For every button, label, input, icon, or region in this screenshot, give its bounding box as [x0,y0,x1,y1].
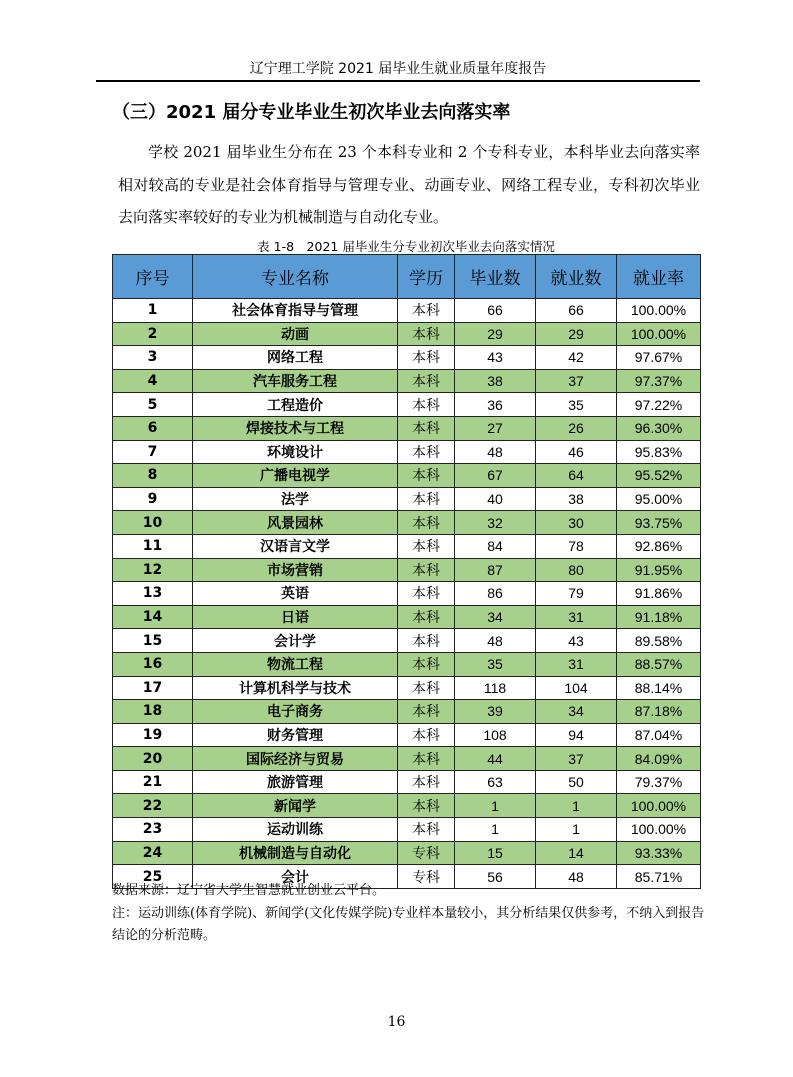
row-degree: 本科 [398,534,455,558]
row-major: 社会体育指导与管理 [193,299,398,323]
row-employed: 37 [536,747,617,771]
row-major: 计算机科学与技术 [193,676,398,700]
row-graduates: 118 [455,676,536,700]
row-serial: 10 [113,511,193,535]
table-row [113,299,701,323]
row-major: 英语 [193,582,398,606]
row-graduates: 44 [455,747,536,771]
table-row [113,629,701,653]
row-serial: 21 [113,770,193,794]
table-row [113,558,701,582]
row-serial: 14 [113,605,193,629]
source-note: 数据来源：辽宁省大学生智慧就业创业云平台。 [112,883,386,898]
row-graduates: 40 [455,487,536,511]
row-graduates: 38 [455,369,536,393]
table-row [113,841,701,865]
row-rate: 100.00% [617,794,701,818]
row-graduates: 1 [455,818,536,842]
row-employed: 37 [536,369,617,393]
row-serial: 5 [113,393,193,417]
row-employed: 43 [536,629,617,653]
row-employed: 1 [536,818,617,842]
header-rate: 就业率 [617,255,701,299]
row-serial: 8 [113,464,193,488]
footnote: 注：运动训练(体育学院)、新闻学(文化传媒学院)专业样本量较小，其分析结果仅供参考，不纳入到报告结论的分析范畴。 [112,906,705,943]
body-paragraph: 学校 2021 届毕业生分布在 23 个本科专业和 2 个专科专业，本科毕业去向落实率相对较高的专业是社会体育指导与管理专业、动画专业、网络工程专业，专科初次毕业去向落实率较好的专业为机械制造与自动化专业。 [118,143,700,226]
table-row [113,582,701,606]
row-graduates: 108 [455,723,536,747]
row-degree: 本科 [398,629,455,653]
table-row [113,605,701,629]
header-degree: 学历 [398,255,455,299]
row-major: 机械制造与自动化 [193,841,398,865]
row-employed: 42 [536,346,617,370]
row-graduates: 48 [455,629,536,653]
row-major: 新闻学 [193,794,398,818]
row-rate: 95.00% [617,487,701,511]
row-serial: 25 [113,865,193,889]
row-degree: 本科 [398,393,455,417]
row-degree: 专科 [398,841,455,865]
row-serial: 3 [113,346,193,370]
row-degree: 本科 [398,818,455,842]
row-serial: 15 [113,629,193,653]
row-rate: 93.75% [617,511,701,535]
row-degree: 本科 [398,605,455,629]
row-serial: 22 [113,794,193,818]
row-degree: 本科 [398,794,455,818]
row-rate: 95.83% [617,440,701,464]
table-caption: 表 1-8 2021 届毕业生分专业初次毕业去向落实情况 [257,239,555,254]
row-serial: 1 [113,299,193,323]
row-graduates: 63 [455,770,536,794]
row-serial: 23 [113,818,193,842]
row-degree: 本科 [398,770,455,794]
row-employed: 14 [536,841,617,865]
table-row [113,818,701,842]
row-degree: 本科 [398,487,455,511]
row-rate: 92.86% [617,534,701,558]
row-employed: 29 [536,322,617,346]
row-rate: 97.22% [617,393,701,417]
row-rate: 93.33% [617,841,701,865]
row-degree: 本科 [398,747,455,771]
row-major: 财务管理 [193,723,398,747]
row-major: 风景园林 [193,511,398,535]
table-row [113,346,701,370]
table-row [113,511,701,535]
row-serial: 11 [113,534,193,558]
row-degree: 本科 [398,676,455,700]
row-graduates: 32 [455,511,536,535]
table-row [113,723,701,747]
row-serial: 12 [113,558,193,582]
row-degree: 本科 [398,464,455,488]
row-rate: 89.58% [617,629,701,653]
row-employed: 104 [536,676,617,700]
row-major: 动画 [193,322,398,346]
row-serial: 2 [113,322,193,346]
table-row [113,487,701,511]
row-major: 日语 [193,605,398,629]
row-major: 环境设计 [193,440,398,464]
header-employed: 就业数 [536,255,617,299]
row-major: 汽车服务工程 [193,369,398,393]
major-employment-table [112,254,701,889]
table-header-row [113,255,701,299]
row-major: 网络工程 [193,346,398,370]
table-row [113,464,701,488]
row-degree: 本科 [398,299,455,323]
table-row [113,676,701,700]
row-degree: 本科 [398,652,455,676]
row-rate: 100.00% [617,322,701,346]
row-rate: 100.00% [617,299,701,323]
table-row [113,440,701,464]
row-rate: 91.18% [617,605,701,629]
row-major: 广播电视学 [193,464,398,488]
table-row [113,747,701,771]
row-major: 会计学 [193,629,398,653]
header-serial: 序号 [113,255,193,299]
row-graduates: 1 [455,794,536,818]
row-serial: 7 [113,440,193,464]
row-employed: 64 [536,464,617,488]
row-serial: 24 [113,841,193,865]
table-row [113,416,701,440]
row-graduates: 29 [455,322,536,346]
row-graduates: 27 [455,416,536,440]
row-degree: 本科 [398,700,455,724]
row-employed: 34 [536,700,617,724]
row-employed: 50 [536,770,617,794]
row-employed: 31 [536,605,617,629]
row-rate: 100.00% [617,818,701,842]
row-graduates: 43 [455,346,536,370]
row-serial: 16 [113,652,193,676]
row-employed: 78 [536,534,617,558]
row-employed: 38 [536,487,617,511]
row-graduates: 15 [455,841,536,865]
row-rate: 87.18% [617,700,701,724]
table-row [113,534,701,558]
row-graduates: 84 [455,534,536,558]
row-graduates: 35 [455,652,536,676]
row-degree: 本科 [398,511,455,535]
section-title: （三）2021 届分专业毕业生初次毕业去向落实率 [112,102,511,123]
row-graduates: 86 [455,582,536,606]
row-serial: 4 [113,369,193,393]
row-major: 法学 [193,487,398,511]
row-employed: 80 [536,558,617,582]
row-degree: 本科 [398,582,455,606]
row-employed: 26 [536,416,617,440]
row-graduates: 39 [455,700,536,724]
row-serial: 20 [113,747,193,771]
row-graduates: 56 [455,865,536,889]
row-employed: 35 [536,393,617,417]
row-rate: 91.86% [617,582,701,606]
row-major: 国际经济与贸易 [193,747,398,771]
row-major: 物流工程 [193,652,398,676]
row-major: 市场营销 [193,558,398,582]
row-graduates: 48 [455,440,536,464]
row-employed: 1 [536,794,617,818]
row-graduates: 87 [455,558,536,582]
row-rate: 96.30% [617,416,701,440]
row-major: 会计 [193,865,398,889]
row-rate: 88.57% [617,652,701,676]
row-major: 电子商务 [193,700,398,724]
row-major: 工程造价 [193,393,398,417]
row-rate: 79.37% [617,770,701,794]
header-major: 专业名称 [193,255,398,299]
row-employed: 48 [536,865,617,889]
table-body [113,299,701,889]
row-employed: 31 [536,652,617,676]
row-rate: 95.52% [617,464,701,488]
row-employed: 46 [536,440,617,464]
table-row [113,794,701,818]
running-header: 辽宁理工学院 2021 届毕业生就业质量年度报告 [249,61,547,77]
row-major: 焊接技术与工程 [193,416,398,440]
row-major: 运动训练 [193,818,398,842]
row-major: 旅游管理 [193,770,398,794]
header-rule [96,80,700,82]
table-row [113,322,701,346]
row-degree: 本科 [398,322,455,346]
table-row [113,652,701,676]
row-major: 汉语言文学 [193,534,398,558]
row-degree: 本科 [398,723,455,747]
row-graduates: 34 [455,605,536,629]
row-rate: 88.14% [617,676,701,700]
row-serial: 19 [113,723,193,747]
row-rate: 84.09% [617,747,701,771]
row-serial: 13 [113,582,193,606]
row-rate: 97.37% [617,369,701,393]
row-graduates: 36 [455,393,536,417]
row-serial: 17 [113,676,193,700]
page-number: 16 [387,1014,406,1030]
row-serial: 6 [113,416,193,440]
table-row [113,369,701,393]
table-row [113,770,701,794]
row-rate: 85.71% [617,865,701,889]
row-serial: 9 [113,487,193,511]
row-degree: 本科 [398,558,455,582]
row-employed: 94 [536,723,617,747]
table-row [113,700,701,724]
row-employed: 30 [536,511,617,535]
row-rate: 87.04% [617,723,701,747]
row-serial: 18 [113,700,193,724]
row-degree: 本科 [398,440,455,464]
row-graduates: 66 [455,299,536,323]
row-employed: 66 [536,299,617,323]
row-degree: 本科 [398,346,455,370]
row-degree: 专科 [398,865,455,889]
row-rate: 91.95% [617,558,701,582]
header-graduates: 毕业数 [455,255,536,299]
row-degree: 本科 [398,416,455,440]
row-employed: 79 [536,582,617,606]
table-row [113,393,701,417]
row-graduates: 67 [455,464,536,488]
row-degree: 本科 [398,369,455,393]
row-rate: 97.67% [617,346,701,370]
